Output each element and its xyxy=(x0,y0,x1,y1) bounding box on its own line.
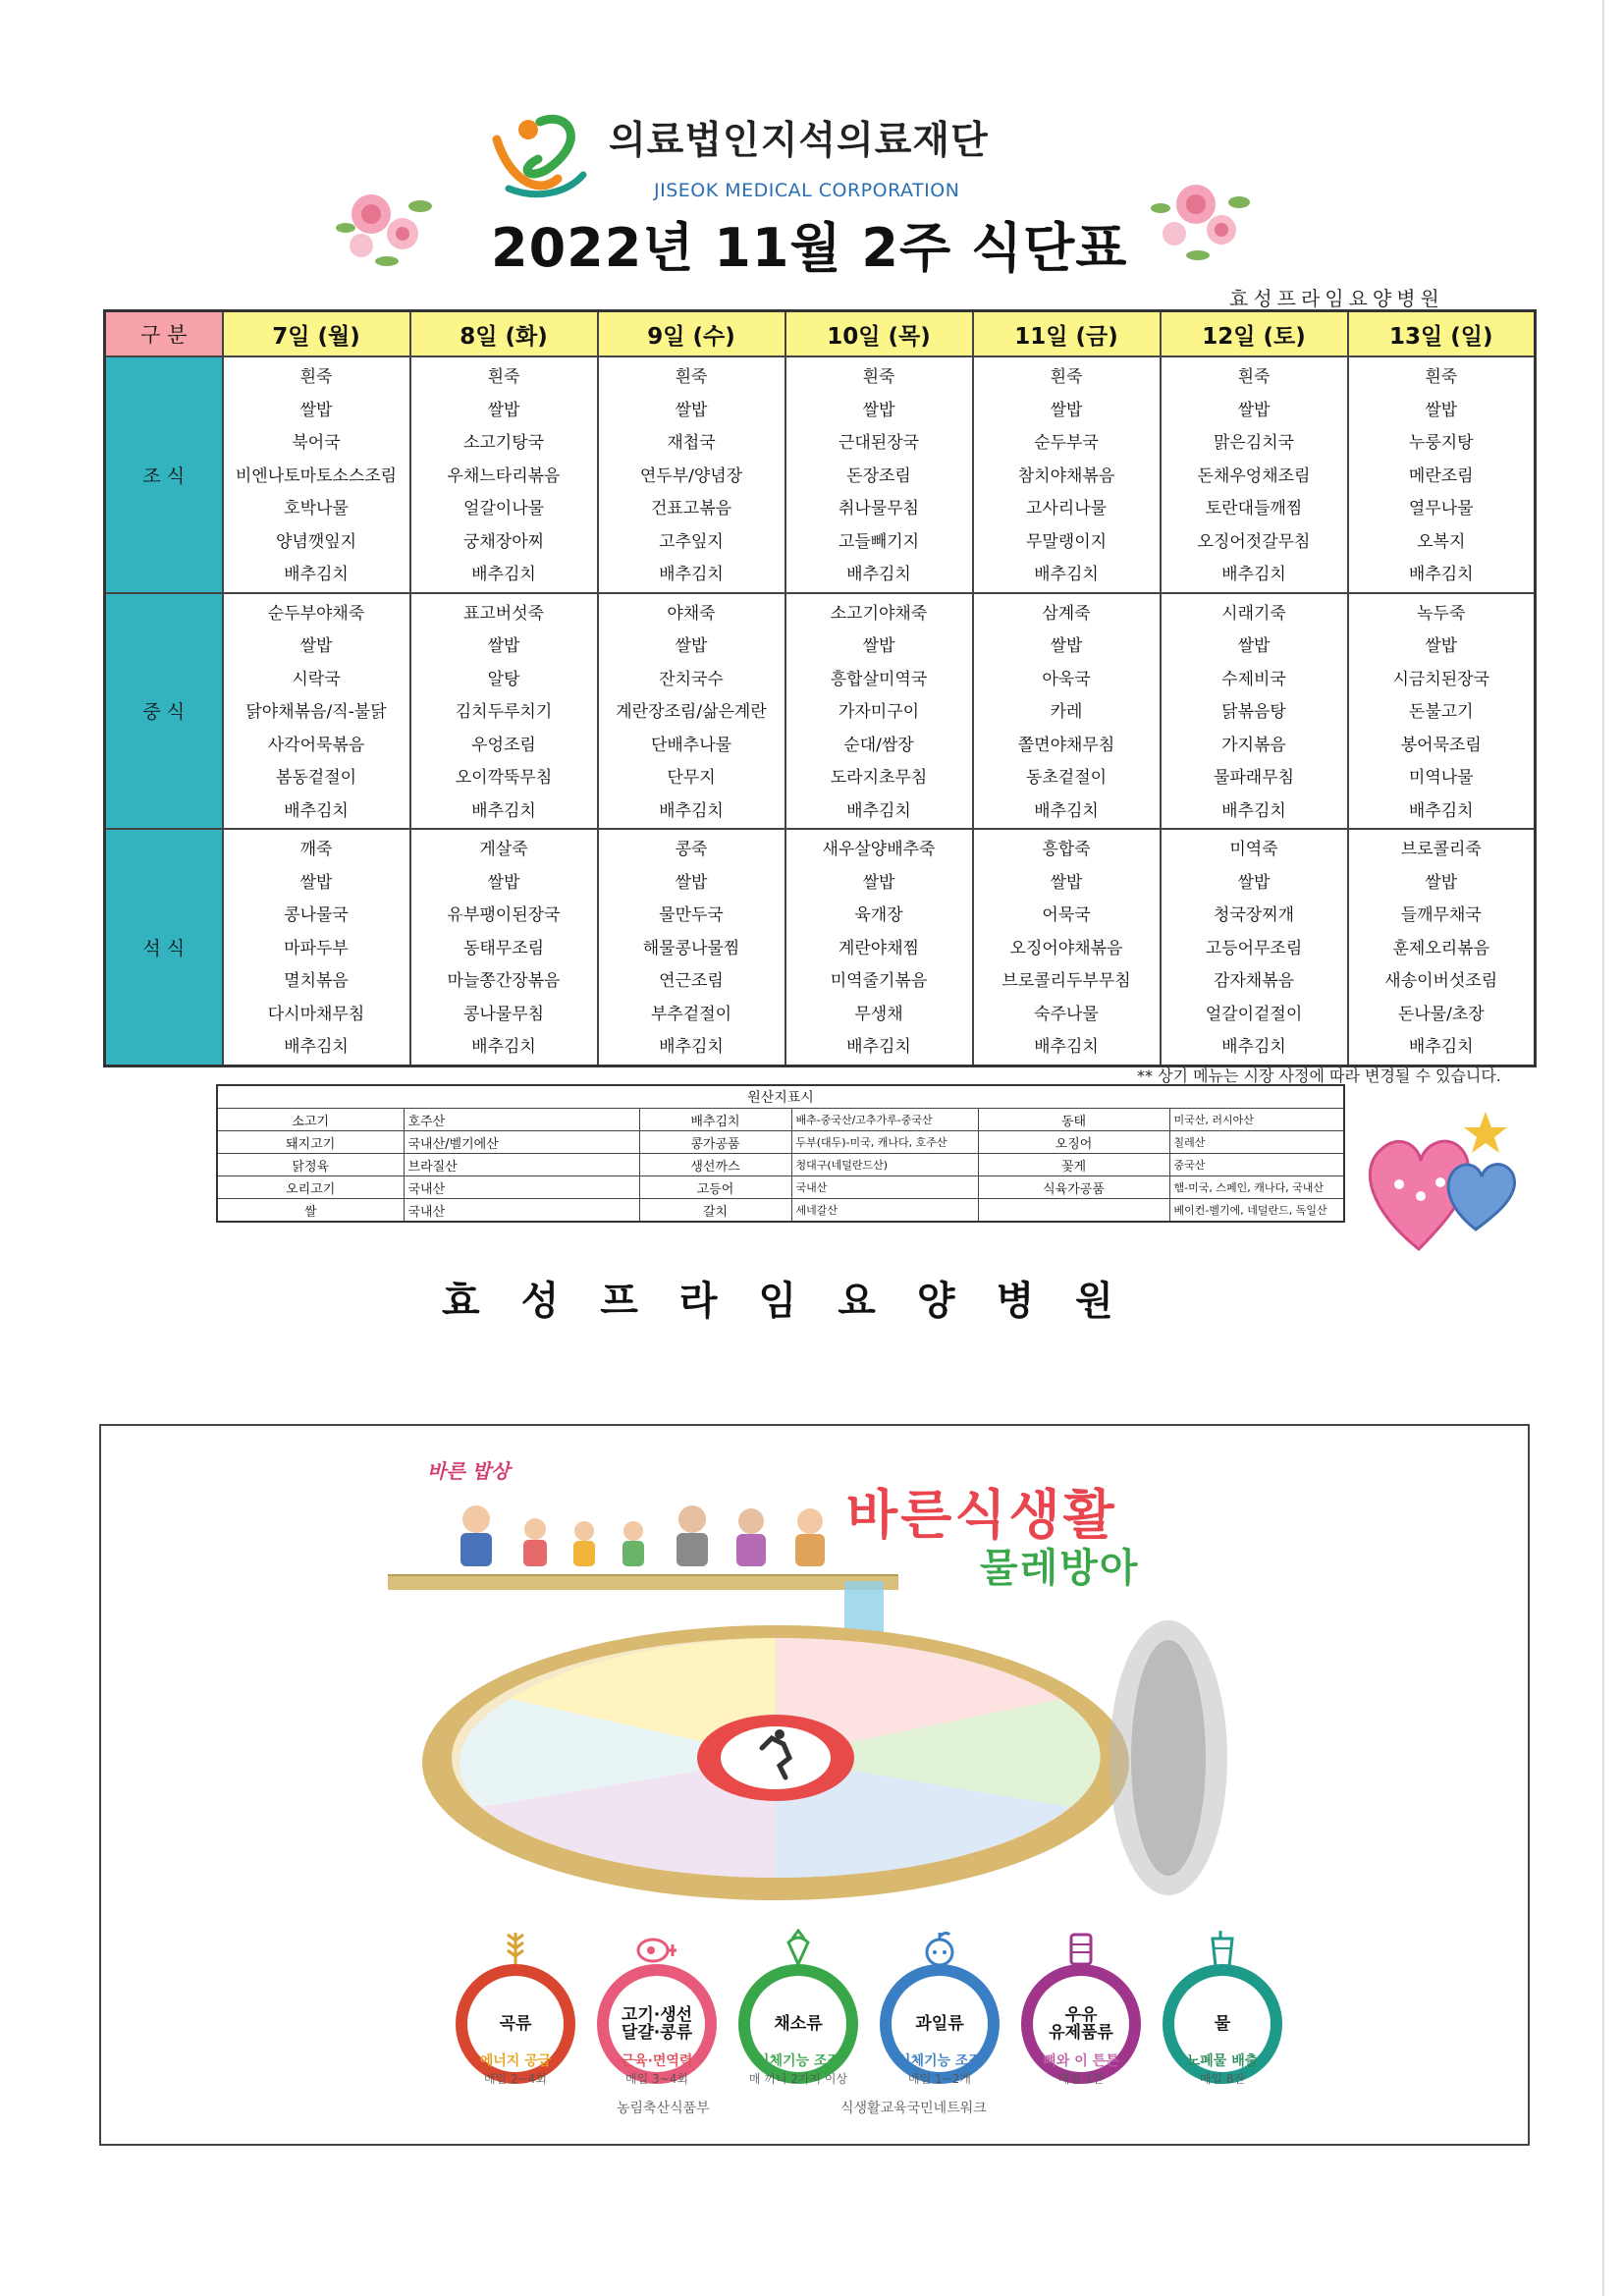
dish: 재첩국 xyxy=(667,433,716,453)
food-group-intake: 매 끼니 2가지 이상 xyxy=(748,2072,848,2086)
dish: 쌀밥 xyxy=(675,872,708,893)
menu-cell xyxy=(410,829,598,1066)
dish: 쌀밥 xyxy=(862,400,895,420)
dish: 카레 xyxy=(1050,702,1083,722)
dish: 유부팽이된장국 xyxy=(447,905,561,925)
dish: 미역죽 xyxy=(1229,840,1278,859)
dish: 마늘쫑간장볶음 xyxy=(447,971,561,991)
weekly-menu-table xyxy=(103,309,1537,1067)
dish: 들깨무채국 xyxy=(1400,905,1482,925)
dish: 오이깍뚝무침 xyxy=(455,768,553,788)
dish: 우채느타리볶음 xyxy=(447,465,561,486)
dish: 누룽지탕 xyxy=(1408,433,1474,453)
origin-country: 칠레산 xyxy=(1169,1131,1344,1154)
menu-cell xyxy=(785,593,973,830)
dish: 무말랭이지 xyxy=(1025,531,1108,552)
origin-country: 두부(대두)-미국, 캐나다, 호주산 xyxy=(791,1131,978,1154)
dish: 콩나물국 xyxy=(284,905,349,925)
dish: 비엔나토마토소스조림 xyxy=(235,465,398,486)
dish: 훈제오리볶음 xyxy=(1392,938,1490,958)
dish: 가지볶음 xyxy=(1221,735,1286,755)
food-group-function: 신체기능 조절 xyxy=(755,2053,841,2069)
meal-row xyxy=(105,593,1536,830)
dish: 시락국 xyxy=(292,669,341,689)
dish: 쌀밥 xyxy=(862,872,895,893)
origin-row xyxy=(217,1176,1344,1199)
origin-item: 꽃게 xyxy=(978,1154,1169,1176)
food-group-intake: 매일 1잔 xyxy=(1057,2072,1105,2086)
day-header: 11일 (금) xyxy=(973,311,1161,357)
dish: 얼갈이나물 xyxy=(462,499,545,519)
dish: 물파래무침 xyxy=(1213,768,1295,788)
origin-country: 베이컨-벨기에, 네덜란드, 독일산 xyxy=(1169,1199,1344,1223)
dish: 배추김치 xyxy=(1408,1037,1474,1057)
dish: 배추김치 xyxy=(471,800,536,821)
origin-country: 국내산/벨기에산 xyxy=(404,1131,639,1154)
origin-country: 국내산 xyxy=(791,1176,978,1199)
dish: 배추김치 xyxy=(659,800,724,821)
dish: 북어국 xyxy=(292,433,341,453)
page-edge xyxy=(1602,0,1604,2296)
dish: 녹두죽 xyxy=(1417,603,1466,624)
food-group-intake: 매일 3~4회 xyxy=(625,2072,688,2086)
meal-row xyxy=(105,829,1536,1066)
origin-country: 국내산 xyxy=(404,1176,639,1199)
dish: 고들빼기지 xyxy=(838,531,920,552)
menu-change-note: ** 상기 메뉴는 시장 사정에 따라 변경될 수 있습니다. xyxy=(1137,1066,1501,1085)
dish: 순두부국 xyxy=(1034,433,1099,453)
dish: 쌀밥 xyxy=(1425,636,1458,656)
dish: 봉어묵조림 xyxy=(1400,735,1482,755)
dish: 고추잎지 xyxy=(659,531,724,552)
origin-country: 청대구(네덜란드산) xyxy=(791,1154,978,1176)
dish: 건표고볶음 xyxy=(650,499,732,519)
menu-cell xyxy=(1348,829,1536,1066)
dish: 사각어묵볶음 xyxy=(267,735,365,755)
food-group-chain xyxy=(432,1929,1259,2096)
dish: 계란장조림/삶은계란 xyxy=(616,702,767,722)
menu-cell xyxy=(785,356,973,593)
food-wheel-illustration xyxy=(383,1512,1325,1925)
origin-row xyxy=(217,1199,1344,1223)
dish: 순두부야채죽 xyxy=(267,603,365,624)
day-header: 7일 (월) xyxy=(223,311,410,357)
poster-logo: 바른 밥상 xyxy=(427,1459,511,1483)
menu-cell xyxy=(1348,356,1536,593)
dish: 가자미구이 xyxy=(838,702,920,722)
dish: 해물콩나물찜 xyxy=(642,938,740,958)
agency-network: 식생활교육국민네트워크 xyxy=(840,2101,987,2116)
hearts-decoration-icon xyxy=(1360,1102,1527,1257)
dish: 배추김치 xyxy=(1221,565,1286,584)
food-group-name: 채소류 xyxy=(774,2014,823,2034)
food-group xyxy=(1139,1929,1306,2096)
food-group-name: 과일류 xyxy=(915,2014,964,2034)
dish: 삼계죽 xyxy=(1042,603,1091,624)
dish: 배추김치 xyxy=(846,1037,911,1057)
hospital-name: 효성프라임요양병원 xyxy=(1229,287,1444,310)
dish: 쌀밥 xyxy=(1425,872,1458,893)
menu-cell xyxy=(1348,593,1536,830)
origin-table xyxy=(216,1084,1345,1223)
dish: 배추김치 xyxy=(1034,800,1099,821)
dish: 콩나물무침 xyxy=(462,1004,545,1024)
menu-cell xyxy=(1161,356,1348,593)
origin-item: 쌀 xyxy=(217,1199,404,1223)
dish: 쌀밥 xyxy=(487,400,520,420)
dish: 쌀밥 xyxy=(1425,400,1458,420)
dish: 단배추나물 xyxy=(650,735,732,755)
dish: 어묵국 xyxy=(1042,905,1091,925)
dish: 쌀밥 xyxy=(862,636,895,656)
dish: 배추김치 xyxy=(284,1037,349,1057)
rose-decoration-icon xyxy=(1147,169,1255,267)
dish: 참치야채볶음 xyxy=(1017,465,1115,486)
dish: 고등어무조림 xyxy=(1205,938,1303,958)
organization-english-name: JISEOK MEDICAL CORPORATION xyxy=(654,180,960,201)
poster-subtitle: 물레방아 xyxy=(980,1546,1140,1591)
dish: 돈나물/초장 xyxy=(1397,1004,1485,1024)
food-group-function: 근육·면역력 xyxy=(621,2053,693,2069)
food-group-name: 고기·생선 달걀·콩류 xyxy=(621,2005,693,2043)
day-header: 12일 (토) xyxy=(1161,311,1348,357)
origin-item: 동태 xyxy=(978,1109,1169,1131)
day-header: 8일 (화) xyxy=(410,311,598,357)
dish: 흰죽 xyxy=(675,367,708,387)
dish: 배추김치 xyxy=(284,800,349,821)
dish: 흰죽 xyxy=(1050,367,1083,387)
food-group-intake: 매일 2~4회 xyxy=(484,2072,547,2086)
dish: 부추겉절이 xyxy=(650,1004,732,1024)
footer-hospital-name: 효성프라임요양병원 xyxy=(442,1279,1155,1324)
origin-item xyxy=(978,1199,1169,1223)
dish: 쌀밥 xyxy=(1237,872,1271,893)
dish: 동초겉절이 xyxy=(1025,768,1108,788)
dish: 시래기죽 xyxy=(1221,603,1286,624)
dish: 취나물무침 xyxy=(838,499,920,519)
dish: 메란조림 xyxy=(1408,465,1474,486)
dish: 브로콜리두부무침 xyxy=(1001,971,1131,991)
dish: 배추김치 xyxy=(1034,1037,1099,1057)
dish: 숙주나물 xyxy=(1034,1004,1099,1024)
dish: 표고버섯죽 xyxy=(462,603,545,624)
dish: 흰죽 xyxy=(487,367,520,387)
dish: 배추김치 xyxy=(659,565,724,584)
dish: 오징어야채볶음 xyxy=(1009,938,1123,958)
poster-title: 바른식생활 xyxy=(846,1484,1117,1546)
origin-item: 고등어 xyxy=(639,1176,791,1199)
origin-item: 닭정육 xyxy=(217,1154,404,1176)
dish: 닭볶음탕 xyxy=(1221,702,1286,722)
dish: 쌀밥 xyxy=(487,872,520,893)
food-group-function: 신체기능 조절 xyxy=(896,2053,983,2069)
menu-cell xyxy=(973,593,1161,830)
menu-cell xyxy=(598,593,785,830)
agency-ministry: 농림축산식품부 xyxy=(617,2101,710,2116)
dish: 돈채우엉채조림 xyxy=(1197,465,1311,486)
dish: 쌀밥 xyxy=(1237,636,1271,656)
origin-row xyxy=(217,1109,1344,1131)
origin-item: 배추김치 xyxy=(639,1109,791,1131)
dish: 야채죽 xyxy=(667,603,716,624)
dish: 감자채볶음 xyxy=(1213,971,1295,991)
food-group-intake: 매일 8잔 xyxy=(1199,2072,1246,2086)
dish: 쌀밥 xyxy=(1050,400,1083,420)
dish: 닭야채볶음/직-불닭 xyxy=(245,702,387,722)
dish: 근대된장국 xyxy=(838,433,920,453)
dish: 흥합살미역국 xyxy=(830,669,928,689)
origin-country: 국내산 xyxy=(404,1199,639,1223)
dish: 동태무조림 xyxy=(462,938,545,958)
dish: 배추김치 xyxy=(1221,1037,1286,1057)
origin-country: 브라질산 xyxy=(404,1154,639,1176)
rose-decoration-icon xyxy=(332,177,440,275)
origin-country: 세네갈산 xyxy=(791,1199,978,1223)
dish: 배추김치 xyxy=(846,565,911,584)
day-header: 10일 (목) xyxy=(785,311,973,357)
day-header: 13일 (일) xyxy=(1348,311,1536,357)
menu-cell xyxy=(223,829,410,1066)
origin-country: 중국산 xyxy=(1169,1154,1344,1176)
dish: 배추김치 xyxy=(471,1037,536,1057)
menu-cell xyxy=(598,829,785,1066)
dish: 배추김치 xyxy=(1221,800,1286,821)
dish: 미역나물 xyxy=(1408,768,1474,788)
menu-cell xyxy=(785,829,973,1066)
origin-item: 식육가공품 xyxy=(978,1176,1169,1199)
dish: 육개장 xyxy=(854,905,903,925)
dish: 쌀밥 xyxy=(675,636,708,656)
meat-icon xyxy=(633,1929,680,1968)
food-group-function: 노폐물 배출 xyxy=(1186,2053,1259,2069)
dish: 배추김치 xyxy=(284,565,349,584)
dish: 얼갈이겉절이 xyxy=(1205,1004,1303,1024)
food-group-name: 우유 유제품류 xyxy=(1049,2005,1113,2043)
dish: 양념깻잎지 xyxy=(275,531,357,552)
menu-cell xyxy=(223,356,410,593)
dish: 배추김치 xyxy=(1408,565,1474,584)
menu-header-row xyxy=(105,311,1536,357)
dish: 미역줄기볶음 xyxy=(830,971,928,991)
dish: 봄동겉절이 xyxy=(275,768,357,788)
dish: 계란야채찜 xyxy=(838,938,920,958)
origin-item: 소고기 xyxy=(217,1109,404,1131)
dish: 맑은김치국 xyxy=(1213,433,1295,453)
foundation-logo-icon xyxy=(489,110,591,200)
vegetable-icon xyxy=(775,1929,822,1968)
dish: 다시마채무침 xyxy=(267,1004,365,1024)
menu-cell xyxy=(973,829,1161,1066)
dish: 소고기탕국 xyxy=(462,433,545,453)
origin-item: 갈치 xyxy=(639,1199,791,1223)
dish: 열무나물 xyxy=(1408,499,1474,519)
origin-country: 배추-중국산/고추가루-중국산 xyxy=(791,1109,978,1131)
dish: 연두부/양념장 xyxy=(639,465,743,486)
dish: 도라지초무침 xyxy=(830,768,928,788)
dish: 소고기야채죽 xyxy=(830,603,928,624)
meal-label: 석 식 xyxy=(105,829,223,1066)
dish: 순대/쌈장 xyxy=(843,735,914,755)
origin-table-title: 원산지표시 xyxy=(217,1085,1344,1109)
dish: 배추김치 xyxy=(471,565,536,584)
menu-cell xyxy=(223,593,410,830)
dish: 연근조림 xyxy=(659,971,724,991)
menu-cell xyxy=(1161,829,1348,1066)
food-group-name: 곡류 xyxy=(499,2014,532,2034)
dish: 오복지 xyxy=(1417,531,1466,552)
menu-body xyxy=(105,356,1536,1066)
dish: 쌀밥 xyxy=(299,636,333,656)
dish: 물만두국 xyxy=(659,905,724,925)
origin-item: 오징어 xyxy=(978,1131,1169,1154)
dish: 돈불고기 xyxy=(1408,702,1474,722)
menu-cell xyxy=(1161,593,1348,830)
organization-name: 의료법인지석의료재단 xyxy=(609,119,989,163)
origin-row xyxy=(217,1131,1344,1154)
dish: 시금치된장국 xyxy=(1392,669,1490,689)
origin-country: 햄-미국, 스페인, 캐나다, 국내산 xyxy=(1169,1176,1344,1199)
dish: 배추김치 xyxy=(846,800,911,821)
dish: 호박나물 xyxy=(284,499,349,519)
dish: 잔치국수 xyxy=(659,669,724,689)
dish: 무생채 xyxy=(854,1004,903,1024)
page-title: 2022년 11월 2주 식단표 xyxy=(491,217,1128,279)
dish: 돈장조림 xyxy=(846,465,911,486)
dish: 쌀밥 xyxy=(299,872,333,893)
origin-item: 오리고기 xyxy=(217,1176,404,1199)
dish: 배추김치 xyxy=(659,1037,724,1057)
dish: 청국장찌개 xyxy=(1213,905,1295,925)
food-group-function: 뼈와 이 튼튼 xyxy=(1043,2053,1119,2069)
meal-label: 중 식 xyxy=(105,593,223,830)
dish: 흰죽 xyxy=(1237,367,1271,387)
dish: 우엉조림 xyxy=(471,735,536,755)
dish: 알탕 xyxy=(487,669,520,689)
grain-icon xyxy=(492,1929,539,1968)
origin-body xyxy=(217,1109,1344,1223)
dish: 흰죽 xyxy=(299,367,333,387)
dish: 김치두루치기 xyxy=(455,702,553,722)
dish: 배추김치 xyxy=(1034,565,1099,584)
dish: 쌀밥 xyxy=(675,400,708,420)
dish: 쫄면야채무침 xyxy=(1017,735,1115,755)
water-icon xyxy=(1199,1929,1246,1968)
fruit-icon xyxy=(916,1929,963,1968)
day-header: 9일 (수) xyxy=(598,311,785,357)
food-group-function: 에너지 공급 xyxy=(479,2053,552,2069)
menu-cell xyxy=(410,593,598,830)
food-group-intake: 매일 1~2개 xyxy=(908,2072,971,2086)
dish: 아욱국 xyxy=(1042,669,1091,689)
menu-cell xyxy=(598,356,785,593)
dish: 수제비국 xyxy=(1221,669,1286,689)
dish: 새송이버섯조림 xyxy=(1384,971,1498,991)
meal-row xyxy=(105,356,1536,593)
dish: 멸치볶음 xyxy=(284,971,349,991)
dish: 깨죽 xyxy=(299,840,333,859)
dish: 새우살양배추죽 xyxy=(822,840,936,859)
menu-cell xyxy=(410,356,598,593)
meal-label: 조 식 xyxy=(105,356,223,593)
dish: 쌀밥 xyxy=(299,400,333,420)
dish: 쌀밥 xyxy=(487,636,520,656)
dish: 단무지 xyxy=(667,768,716,788)
origin-row xyxy=(217,1154,1344,1176)
origin-country: 미국산, 러시아산 xyxy=(1169,1109,1344,1131)
dish: 흰죽 xyxy=(1425,367,1458,387)
dish: 토란대들깨찜 xyxy=(1205,499,1303,519)
dish: 흥합죽 xyxy=(1042,840,1091,859)
origin-country: 호주산 xyxy=(404,1109,639,1131)
origin-item: 생선까스 xyxy=(639,1154,791,1176)
dish: 오징어젓갈무침 xyxy=(1197,531,1311,552)
dish: 게살죽 xyxy=(479,840,528,859)
milk-icon xyxy=(1057,1929,1105,1968)
dish: 쌀밥 xyxy=(1237,400,1271,420)
dish: 브로콜리죽 xyxy=(1400,840,1482,859)
origin-item: 돼지고기 xyxy=(217,1131,404,1154)
dish: 쌀밥 xyxy=(1050,636,1083,656)
category-header: 구 분 xyxy=(105,311,223,357)
dish: 쌀밥 xyxy=(1050,872,1083,893)
dish: 마파두부 xyxy=(284,938,349,958)
origin-item: 콩가공품 xyxy=(639,1131,791,1154)
food-group-name: 물 xyxy=(1214,2014,1231,2034)
dish: 궁채장아찌 xyxy=(462,531,545,552)
dish: 흰죽 xyxy=(862,367,895,387)
dish: 콩죽 xyxy=(675,840,708,859)
dish: 고사리나물 xyxy=(1025,499,1108,519)
menu-cell xyxy=(973,356,1161,593)
dish: 배추김치 xyxy=(1408,800,1474,821)
